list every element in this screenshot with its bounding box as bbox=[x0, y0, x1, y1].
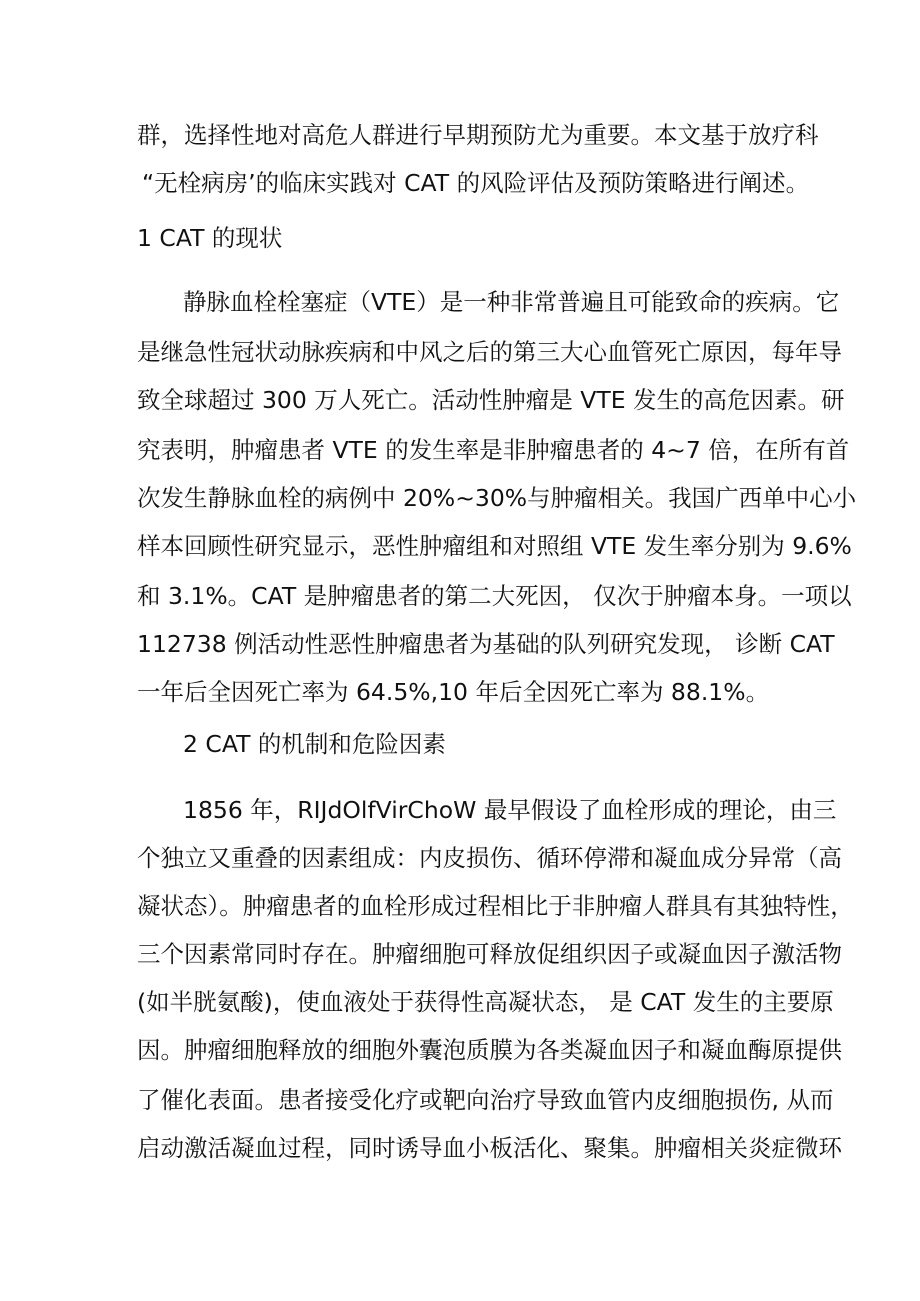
text-line: 112738 例活动性恶性肿瘤患者为基础的队列研究发现， 诊断 CAT bbox=[137, 630, 835, 658]
text-line: 群，选择性地对高危人群进行早期预防尤为重要。本文基于放疗科 bbox=[137, 121, 819, 149]
text-line: 和 3.1%。CAT 是肿瘤患者的第二大死因， 仅次于肿瘤本身。一项以 bbox=[137, 582, 852, 610]
text-line: “无栓病房’的临床实践对 CAT 的风险评估及预防策略进行阐述。 bbox=[142, 169, 810, 197]
text-line: 凝状态）。肿瘤患者的血栓形成过程相比于非肿瘤人群具有其独特性， bbox=[137, 892, 854, 920]
text-line: 次发生静脉血栓的病例中 20%~30%与肿瘤相关。我国广西单中心小 bbox=[137, 484, 857, 512]
text-line: 一年后全因死亡率为 64.5%,10 年后全因死亡率为 88.1%。 bbox=[137, 678, 770, 706]
text-line: 因。肿瘤细胞释放的细胞外囊泡质膜为各类凝血因子和凝血酶原提供 bbox=[137, 1036, 842, 1064]
text-line: 致全球超过 300 万人死亡。活动性肿瘤是 VTE 发生的高危因素。研 bbox=[137, 386, 845, 414]
text-line: 样本回顾性研究显示，恶性肿瘤组和对照组 VTE 发生率分别为 9.6% bbox=[137, 532, 852, 560]
text-line: 静脉血栓栓塞症（VTE）是一种非常普遍且可能致命的疾病。它 bbox=[183, 288, 840, 316]
text-line: (如半胱氨酸)，使血液处于获得性高凝状态， 是 CAT 发生的主要原 bbox=[137, 988, 834, 1016]
text-line: 启动激活凝血过程，同时诱导血小板活化、聚集。肿瘤相关炎症微环 bbox=[137, 1134, 842, 1162]
section-heading: 1 CAT 的现状 bbox=[137, 224, 283, 252]
section-heading: 2 CAT 的机制和危险因素 bbox=[183, 730, 446, 758]
text-line: 是继急性冠状动脉疾病和中风之后的第三大心血管死亡原因，每年导 bbox=[137, 338, 842, 366]
text-line: 1856 年，RIJdOlfVirChoW 最早假设了血栓形成的理论，由三 bbox=[183, 796, 837, 824]
text-line: 了催化表面。患者接受化疗或靶向治疗导致血管内皮细胞损伤, 从而 bbox=[137, 1086, 834, 1114]
text-line: 三个因素常同时存在。肿瘤细胞可释放促组织因子或凝血因子激活物 bbox=[137, 940, 842, 968]
text-line: 个独立又重叠的因素组成：内皮损伤、循环停滞和凝血成分异常（高 bbox=[137, 844, 842, 872]
text-line: 究表明，肿瘤患者 VTE 的发生率是非肿瘤患者的 4~7 倍，在所有首 bbox=[137, 436, 850, 464]
